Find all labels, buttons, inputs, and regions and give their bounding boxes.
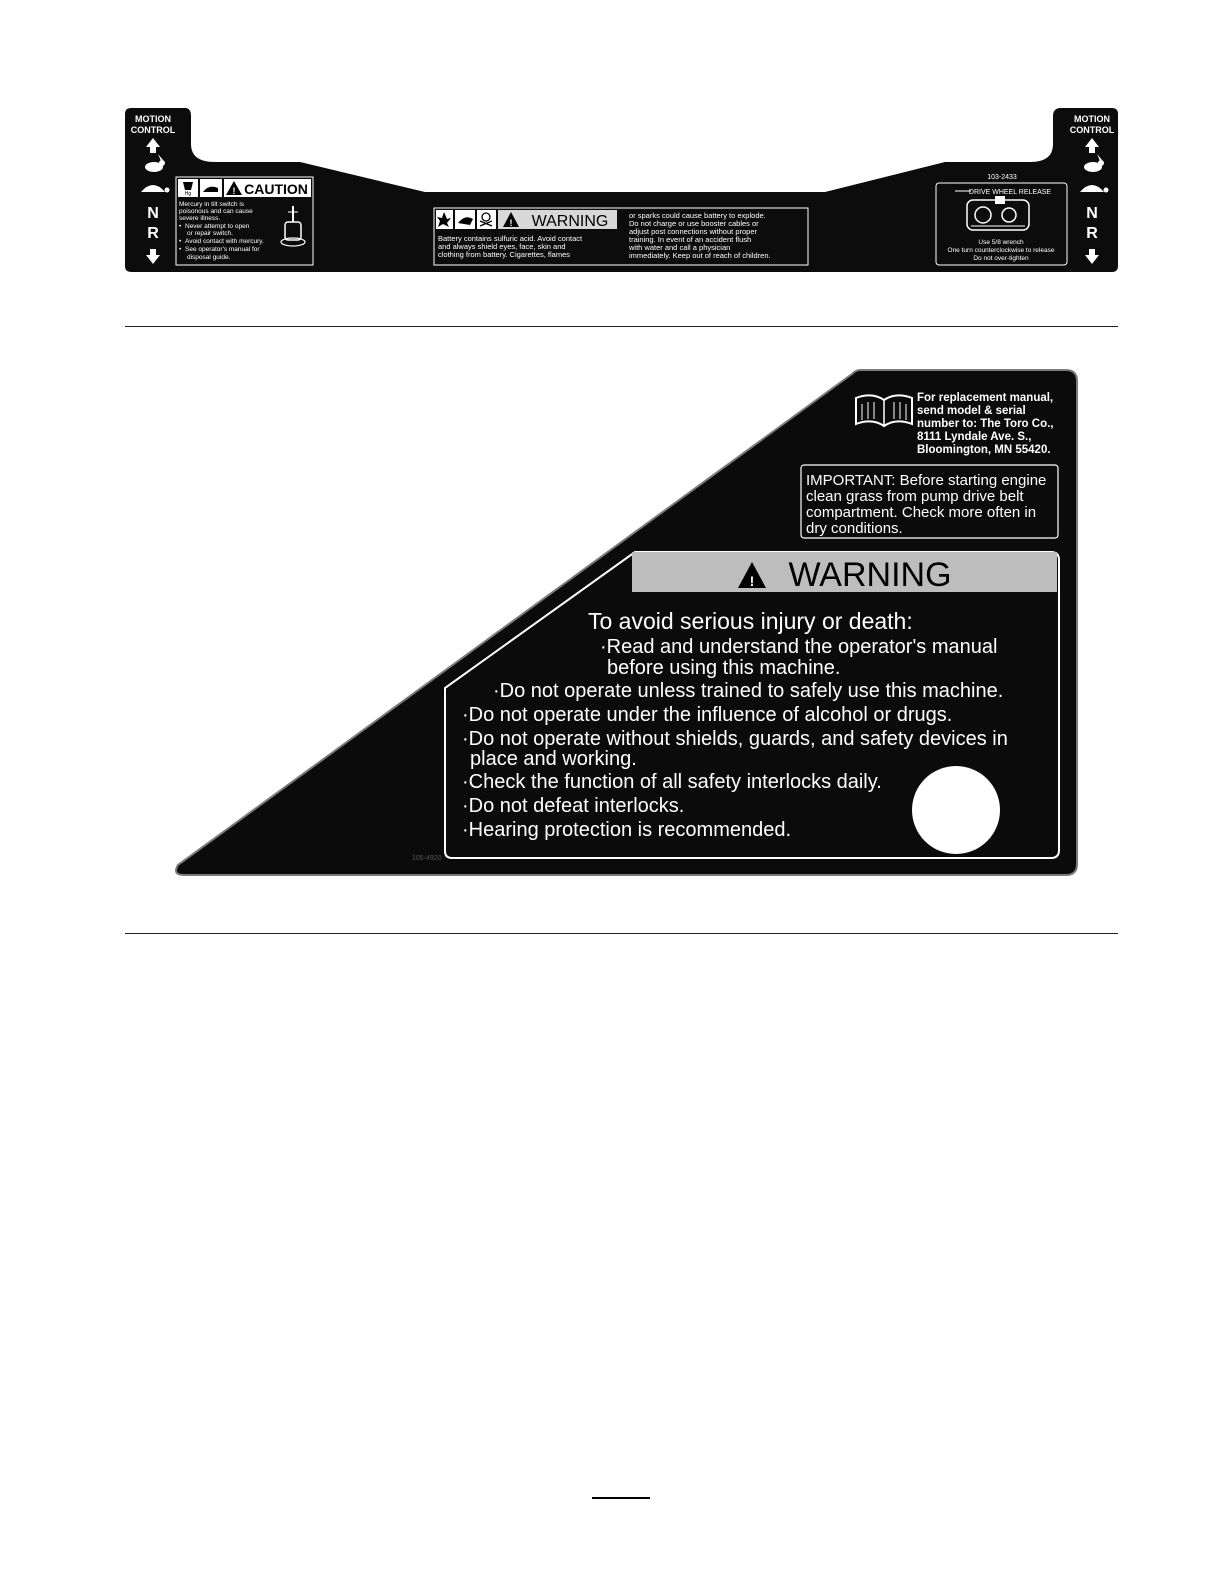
- important-line: dry conditions.: [806, 520, 903, 537]
- important-line: clean grass from pump drive belt: [806, 488, 1024, 505]
- drive-release-line: One turn counterclockwise to release: [947, 247, 1055, 254]
- caution-line: or repair switch.: [187, 230, 233, 237]
- warning-bullet: ·Hearing protection is recommended.: [462, 819, 792, 841]
- important-line: compartment. Check more often in: [806, 504, 1037, 521]
- left-motion-label: MOTION: [135, 114, 171, 124]
- right-motion-label: MOTION: [1074, 114, 1110, 124]
- caution-line: •: [179, 238, 182, 245]
- caution-line: •: [179, 223, 182, 230]
- battery-text-line: and always shield eyes, face, skin and: [438, 242, 566, 251]
- battery-text-line: adjust post connections without proper: [629, 227, 757, 236]
- warning-bullet: ·Check the function of all safety interlocks daily.: [462, 771, 882, 793]
- caution-line: Mercury in tilt switch is: [179, 201, 245, 208]
- caution-line: •: [179, 246, 182, 253]
- hg-label: Hg: [184, 191, 192, 197]
- caution-line: disposal guide.: [187, 254, 231, 261]
- warning-bullet: ·Do not defeat interlocks.: [462, 795, 685, 817]
- manual-info-line: Bloomington, MN 55420.: [917, 444, 1051, 456]
- svg-text:!: !: [232, 186, 236, 196]
- warning-bullet: ·Do not operate unless trained to safely use this machine.: [493, 680, 1004, 702]
- caution-line: Avoid contact with mercury.: [185, 238, 264, 245]
- battery-text-line: Do not charge or use booster cables or: [629, 219, 759, 228]
- right-neutral-label: N: [1086, 205, 1098, 222]
- battery-text-line: or sparks could cause battery to explode.: [629, 211, 766, 220]
- left-reverse-label: R: [147, 225, 159, 242]
- caution-line: Never attempt to open: [185, 223, 250, 230]
- battery-text-line: Battery contains sulfuric acid. Avoid contact: [438, 234, 583, 243]
- warning-bullet: ·Do not operate under the influence of alcohol or drugs.: [462, 704, 953, 726]
- warning-bullet: before using this machine.: [607, 657, 841, 679]
- left-neutral-label: N: [147, 205, 159, 222]
- warning-headline: To avoid serious injury or death:: [588, 608, 913, 634]
- right-control-label: CONTROL: [1069, 125, 1115, 135]
- safety-warning-decal: [170, 368, 1080, 878]
- left-control-label: CONTROL: [130, 125, 176, 135]
- battery-text-line: immediately. Keep out of reach of children.: [629, 251, 771, 260]
- decal-part-code: 105-4920: [412, 855, 442, 862]
- svg-text:!: !: [749, 573, 755, 589]
- drive-release-line: Do not over-tighten: [973, 255, 1029, 262]
- drive-release-line: Use 5/8 wrench: [978, 239, 1024, 246]
- warning-title: WARNING: [788, 556, 952, 594]
- motion-control-decal: [125, 108, 1118, 272]
- section-divider: [125, 933, 1118, 934]
- right-reverse-label: R: [1086, 225, 1098, 242]
- date-code-circle: [912, 766, 1000, 854]
- page-number-rule: [592, 1497, 650, 1499]
- important-line: IMPORTANT: Before starting engine: [806, 472, 1047, 489]
- caution-title: CAUTION: [244, 181, 308, 197]
- warning-bullet: ·Do not operate without shields, guards, and safety devices in: [462, 728, 1008, 750]
- manual-info-line: 8111 Lyndale Ave. S.,: [917, 431, 1032, 443]
- decal-part-number: 103-2433: [987, 174, 1017, 181]
- caution-line: severe illness.: [179, 215, 221, 222]
- caution-line: See operator's manual for: [185, 246, 260, 253]
- battery-text-line: training. In event of an accident flush: [629, 235, 752, 244]
- warning-bullet: ·Read and understand the operator's manual: [600, 636, 998, 658]
- battery-text-line: clothing from battery. Cigarettes, flames: [438, 250, 570, 259]
- drive-release-title: DRIVE WHEEL RELEASE: [968, 189, 1052, 196]
- manual-info-line: number to: The Toro Co.,: [917, 418, 1054, 430]
- svg-text:!: !: [509, 218, 513, 228]
- section-divider: [125, 326, 1118, 327]
- battery-warning-title: WARNING: [531, 213, 609, 230]
- manual-info-line: For replacement manual,: [917, 392, 1054, 404]
- manual-info-line: send model & serial: [917, 405, 1026, 417]
- battery-text-line: with water and call a physician: [629, 243, 731, 252]
- caution-line: poisonous and can cause: [179, 208, 253, 215]
- warning-bullet: place and working.: [470, 748, 637, 770]
